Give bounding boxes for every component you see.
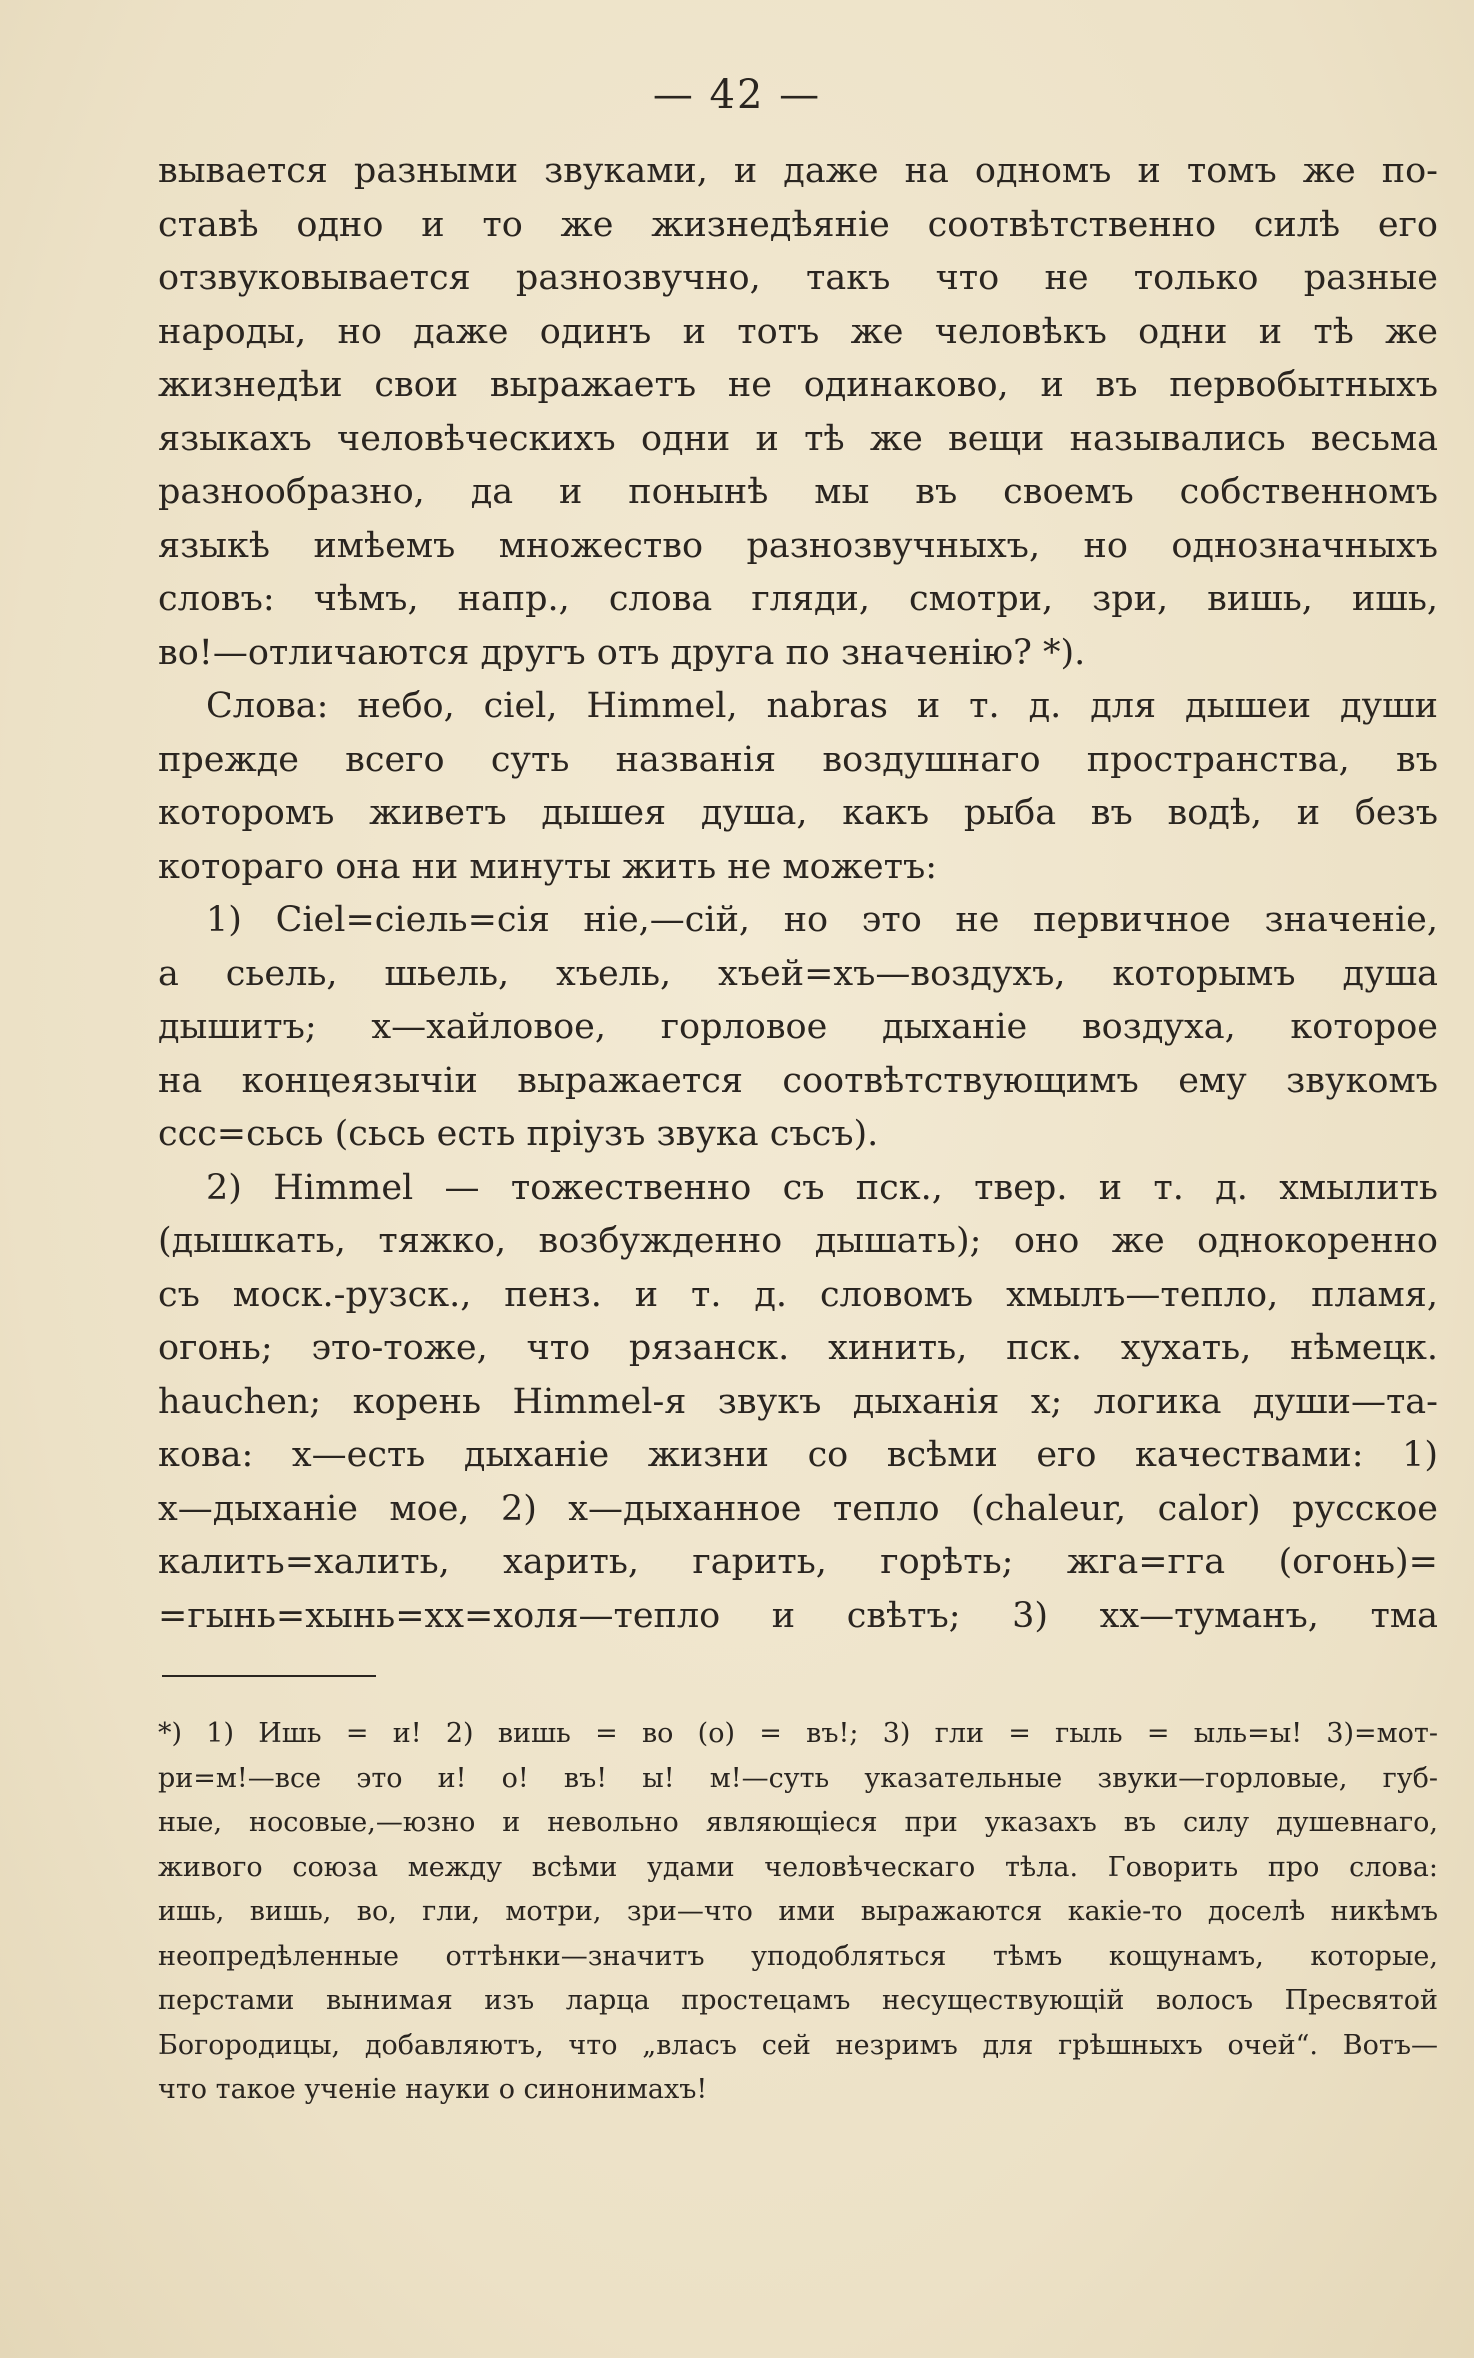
text-line: словъ: чѣмъ, напр., слова гляди, смотри, зри, вишь, ишь, [158, 579, 1438, 619]
text-line: котораго она ни минуты жить не можетъ: [158, 846, 938, 887]
footnote-line: Богородицы, добавляютъ, что „власъ сей незримъ для грѣшныхъ очей“. Вотъ— [158, 2029, 1438, 2061]
main-text [158, 145, 1438, 1643]
text-line: кова: х—есть дыханіе жизни со всѣми его качествами: 1) [158, 1435, 1438, 1475]
text-line: языкѣ имѣемъ множество разнозвучныхъ, но однозначныхъ [158, 525, 1438, 566]
footnote-line: ри=м!—все это и! о! въ! ы! м!—суть указательные звуки—горловые, губ- [158, 1762, 1438, 1794]
text-line: прежде всего суть названія воздушнаго пространства, въ [158, 739, 1438, 780]
text-line: отзвуковывается разнозвучно, такъ что не только разные [158, 258, 1438, 298]
text-line: языкахъ человѣческихъ одни и тѣ же вещи назывались весьма [158, 418, 1438, 459]
text-line: 1) Ciel=сіель=сія ніе,—сій, но это не первичное значеніе, [206, 900, 1438, 940]
text-line: (дышкать, тяжко, возбужденно дышать); оно же однокоренно [158, 1221, 1438, 1261]
text-line: съ моск.-рузск., пенз. и т. д. словомъ хмылъ—тепло, пламя, [158, 1274, 1438, 1315]
text-line: ставѣ одно и то же жизнедѣяніе соотвѣтственно силѣ его [158, 204, 1438, 245]
text-line: Слова: небо, ciel, Himmel, nabras и т. д. для дышеи души [206, 686, 1438, 726]
page-number: — 42 — [652, 72, 822, 118]
text-line: огонь; это-тоже, что рязанск. хинить, пск. хухать, нѣмецк. [158, 1328, 1438, 1368]
text-line: которомъ живетъ дышея душа, какъ рыба въ водѣ, и безъ [158, 793, 1438, 833]
text-line: =гынь=хынь=хх=холя—тепло и свѣтъ; 3) хх—туманъ, тма [158, 1595, 1438, 1636]
text-line: ссс=сьсь (сьсь есть пріузъ звука съсъ). [158, 1114, 879, 1154]
text-line: дышитъ; х—хайловое, горловое дыханіе воздуха, которое [158, 1007, 1438, 1047]
footnote-line: ишь, вишь, во, гли, мотри, зри—что ими выражаются какіе-то доселѣ никѣмъ [158, 1896, 1438, 1927]
text-line: 2) Himmel — тожественно съ пск., твер. и т. д. хмылить [206, 1167, 1438, 1208]
footnote-line: *) 1) Ишь = и! 2) вишь = во (о) = въ!; 3) гли = гыль = ыль=ы! 3)=мот- [158, 1718, 1438, 1749]
footnote-line: что такое ученіе науки о синонимахъ! [158, 2074, 708, 2105]
footnote-line: ные, носовые,—юзно и невольно являющіеся при указахъ въ силу душевнаго, [158, 1807, 1438, 1838]
text-line: разнообразно, да и понынѣ мы въ своемъ собственномъ [158, 472, 1438, 512]
text-line: калить=халить, харить, гарить, горѣть; жга=гга (огонь)= [158, 1542, 1438, 1582]
text-line: вывается разными звуками, и даже на одномъ и томъ же по- [158, 151, 1438, 191]
text-line: hauchen; корень Himmel-я звукъ дыханія х; логика души—та- [158, 1381, 1438, 1422]
footnote [158, 1712, 1438, 2113]
text-line: на концеязычіи выражается соотвѣтствующимъ ему звукомъ [158, 1060, 1438, 1101]
text-line: жизнедѣи свои выражаетъ не одинаково, и въ первобытныхъ [158, 365, 1438, 405]
footnote-line: живого союза между всѣми удами человѣческаго тѣла. Говорить про слова: [158, 1851, 1438, 1883]
text-line: народы, но даже одинъ и тотъ же человѣкъ одни и тѣ же [158, 311, 1438, 352]
text-line: во!—отличаются другъ отъ друга по значенію? *). [158, 632, 1086, 673]
footnote-line: перстами вынимая изъ ларца простецамъ несуществующій волосъ Пресвятой [158, 1985, 1438, 2016]
text-line: а сьель, шьель, хъель, хъей=хъ—воздухъ, которымъ душа [158, 953, 1438, 994]
footnote-line: неопредѣленные оттѣнки—значитъ уподобляться тѣмъ кощунамъ, которые, [158, 1940, 1438, 1972]
text-line: х—дыханіе мое, 2) х—дыханное тепло (chaleur, calor) русское [158, 1488, 1438, 1529]
footnote-divider [162, 1675, 376, 1677]
